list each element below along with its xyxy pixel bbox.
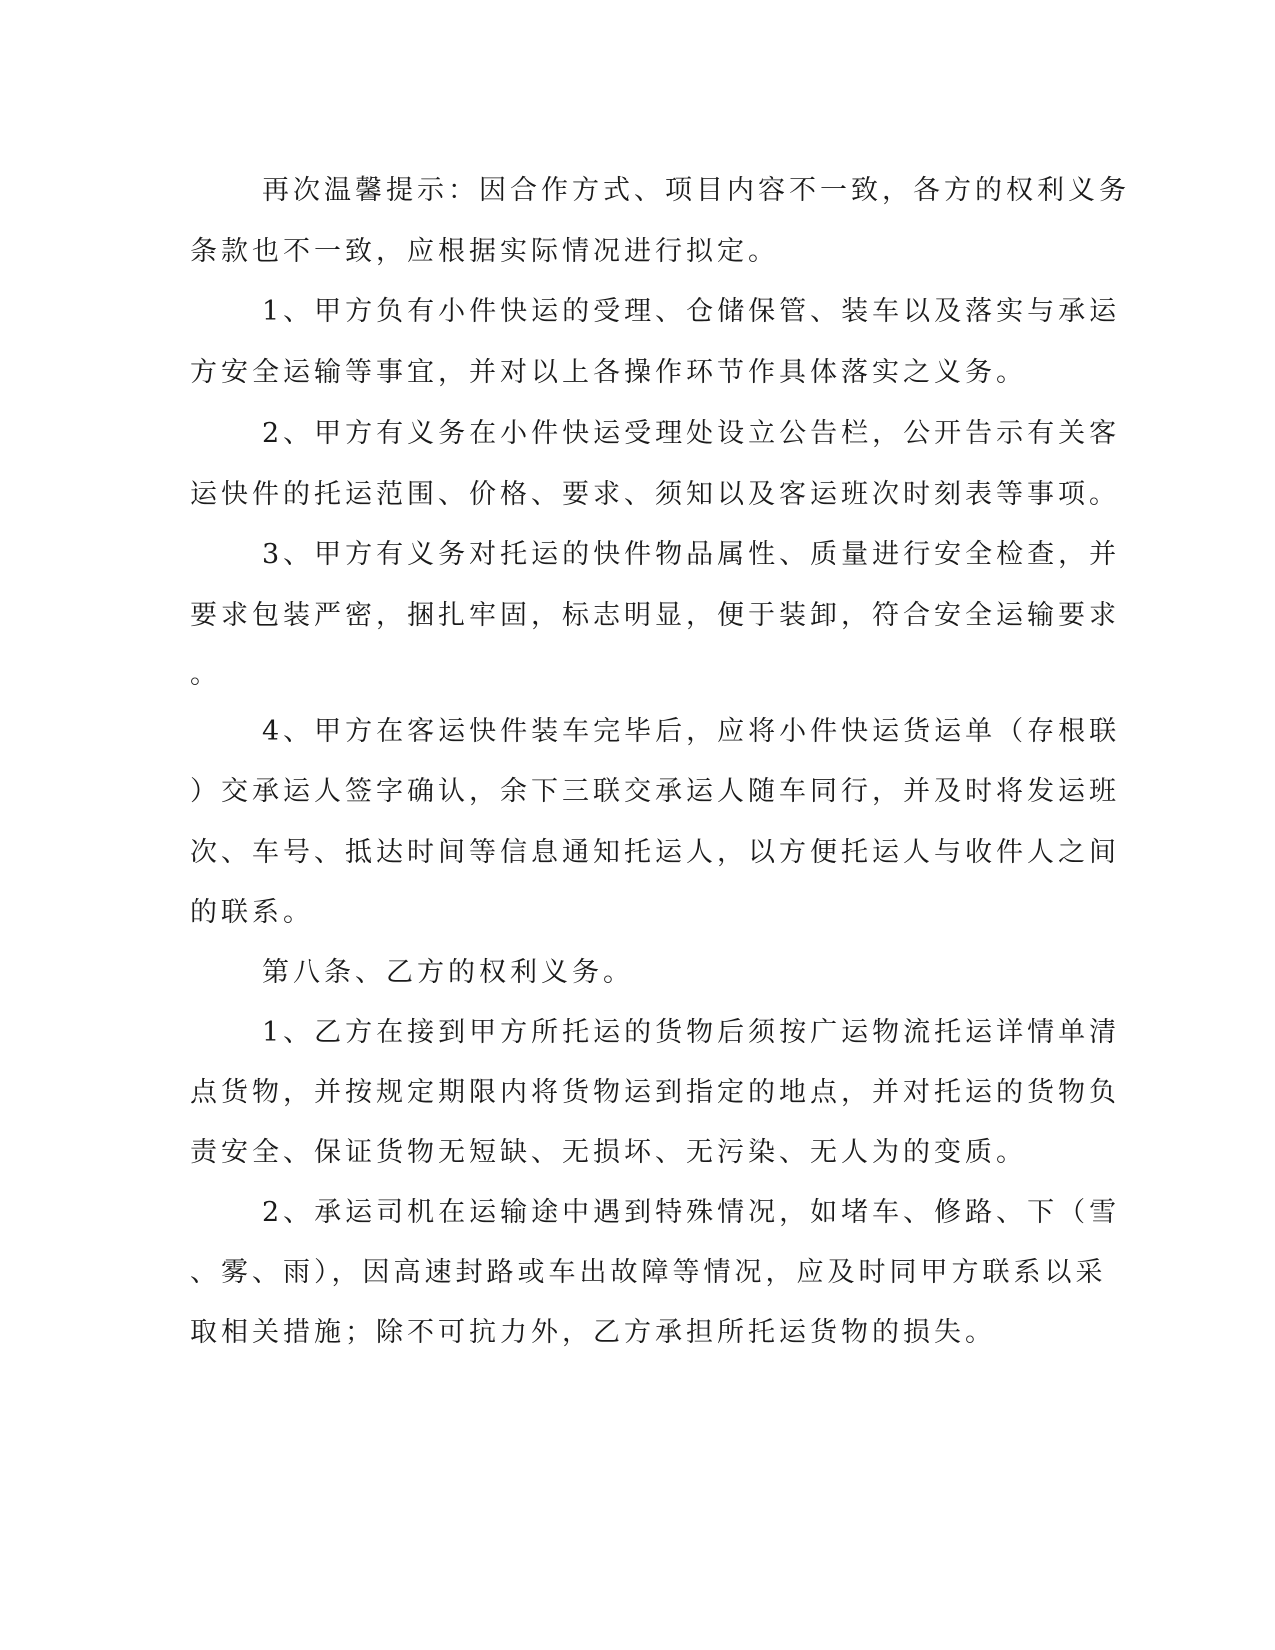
clause-4-line-2: ）交承运人签字确认，余下三联交承运人随车同行，并及时将发运班	[190, 776, 1120, 807]
b-clause-1-line-2: 点货物，并按规定期限内将货物运到指定的地点，并对托运的货物负	[190, 1077, 1120, 1108]
article-8-heading: 第八条、乙方的权利义务。	[262, 957, 634, 988]
clause-3-line-1: 3、甲方有义务对托运的快件物品属性、质量进行安全检查，并	[262, 539, 1121, 570]
b-clause-2-line-3: 取相关措施；除不可抗力外，乙方承担所托运货物的损失。	[190, 1317, 996, 1348]
b-clause-1-line-3: 责安全、保证货物无短缺、无损坏、无污染、无人为的变质。	[190, 1137, 1027, 1168]
clause-2-line-2: 运快件的托运范围、价格、要求、须知以及客运班次时刻表等事项。	[190, 479, 1120, 510]
clause-3-line-3: 。	[190, 659, 221, 690]
paragraph-reminder-line-1: 再次温馨提示：因合作方式、项目内容不一致，各方的权利义务	[262, 175, 1130, 206]
clause-1-line-1: 1、甲方负有小件快运的受理、仓储保管、装车以及落实与承运	[262, 296, 1121, 327]
clause-4-line-4: 的联系。	[190, 897, 314, 928]
b-clause-1-line-1: 1、乙方在接到甲方所托运的货物后须按广运物流托运详情单清	[262, 1017, 1121, 1048]
paragraph-reminder-line-2: 条款也不一致，应根据实际情况进行拟定。	[190, 236, 779, 267]
clause-3-line-2: 要求包装严密，捆扎牢固，标志明显，便于装卸，符合安全运输要求	[190, 600, 1120, 631]
clause-1-line-2: 方安全运输等事宜，并对以上各操作环节作具体落实之义务。	[190, 357, 1027, 388]
clause-4-line-1: 4、甲方在客运快件装车完毕后，应将小件快运货运单（存根联	[262, 716, 1121, 747]
clause-2-line-1: 2、甲方有义务在小件快运受理处设立公告栏，公开告示有关客	[262, 418, 1121, 449]
clause-4-line-3: 次、车号、抵达时间等信息通知托运人，以方便托运人与收件人之间	[190, 837, 1120, 868]
b-clause-2-line-2: 、雾、雨），因高速封路或车出故障等情况，应及时同甲方联系以采	[190, 1257, 1107, 1288]
b-clause-2-line-1: 2、承运司机在运输途中遇到特殊情况，如堵车、修路、下（雪	[262, 1197, 1121, 1228]
